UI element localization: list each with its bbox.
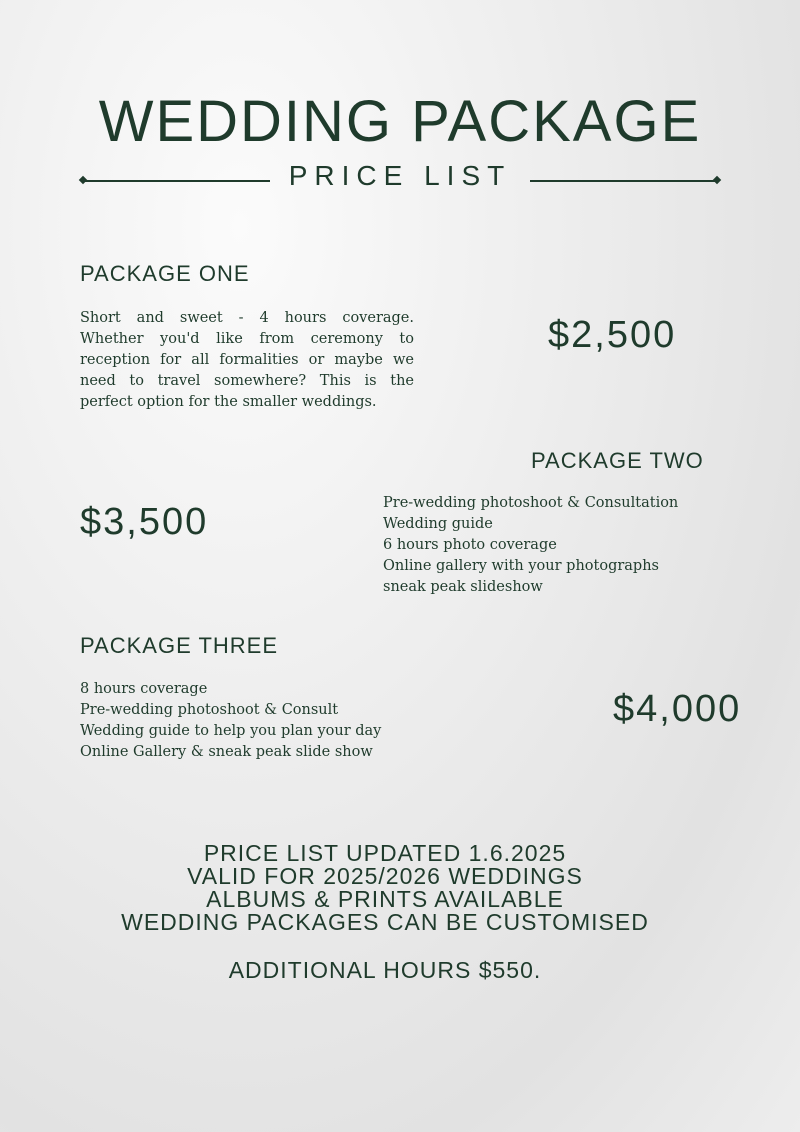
footer-line: PRICE LIST UPDATED 1.6.2025 [203, 840, 567, 866]
footer-line: ALBUMS & PRINTS AVAILABLE [206, 886, 564, 912]
list-item: Wedding guide to help you plan your day [80, 723, 382, 739]
package-one-heading: PACKAGE ONE [80, 261, 250, 286]
list-item: Wedding guide [383, 516, 493, 532]
list-item: sneak peak slideshow [383, 579, 543, 595]
subtitle-divider [80, 160, 720, 200]
package-three-heading: PACKAGE THREE [80, 633, 279, 658]
package-two-features [383, 493, 678, 598]
list-item: 6 hours photo coverage [383, 537, 557, 553]
package-three-features [80, 679, 381, 763]
package-one-description: Short and sweet - 4 hours coverage. Whether you'd like from ceremony to reception for all formalities or maybe we need to travel somewhere? This is the perfect option for the smaller weddings. [80, 310, 414, 410]
page-title: WEDDING PACKAGE [98, 89, 702, 154]
list-item: Online Gallery & sneak peak slide show [80, 744, 373, 760]
footer-line: VALID FOR 2025/2026 WEDDINGS [187, 863, 583, 889]
page-subtitle: PRICE LIST [288, 160, 512, 191]
footer-notes [0, 842, 770, 934]
package-two-heading: PACKAGE TWO [531, 448, 704, 473]
divider-line-right [530, 180, 716, 182]
package-one-price: $2,500 [548, 314, 677, 356]
list-item: Pre-wedding photoshoot & Consult [80, 702, 339, 718]
footer-line: WEDDING PACKAGES CAN BE CUSTOMISED [121, 909, 649, 935]
package-two-price: $3,500 [80, 501, 209, 543]
list-item: Pre-wedding photoshoot & Consultation [383, 495, 679, 511]
list-item: Online gallery with your photographs [383, 558, 659, 574]
package-three-price: $4,000 [613, 688, 742, 730]
list-item: 8 hours coverage [80, 681, 208, 697]
additional-hours-note: ADDITIONAL HOURS $550. [228, 957, 542, 983]
